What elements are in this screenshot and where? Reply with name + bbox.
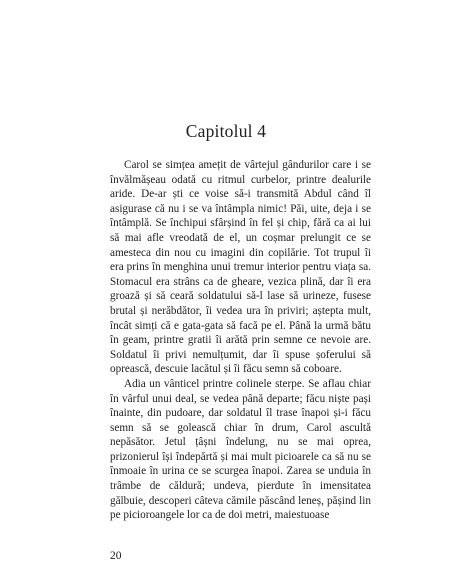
chapter-title: Capitolul 4 <box>185 121 267 141</box>
paragraph: Carol se simțea amețit de vârtejul gândurilor care i se învălmășeau odată cu ritmul curbelor, printre dealurile aride. De-ar ști ce voise să-i transmită Abdul când îl asigurase că nu i se va întâmpla nimic! Păi, uite, deja i se întâmplă. Se închipui sfârșind în fel și chip, fără ca ai lui să mai afle vreodată de el, un coșmar prelungit ce se amesteca din nou cu imagini din copilărie. Tot trupul îi era prins în menghina unui tremur interior pentru viața sa. Stomacul era strâns ca de gheare, vezica plină, dar îi era groază și să ceară soldatului să-l lase să urineze, fusese brutal și nerăbdător, îi vedea ura în priviri; aștepta mult, încât simți că e gata-gata să facă pe el. Până la urmă bătu în geam, printre gratii îi arătă prin semne ce nevoie are. Soldatul îi privi nemulțumit, dar îi spuse șoferului să oprească, descuie lacătul și îi făcu semn să coboare. <box>110 159 371 376</box>
chapter-body <box>110 158 371 523</box>
page-number: 20 <box>110 550 122 562</box>
paragraph: Adia un vânticel printre colinele sterpe. Se aflau chiar în vârful unui deal, se vedea până departe; făcu niște pași înainte, din pudoare, dar soldatul îl trase înapoi și-i făcu semn să se golească chiar în drum, Carol ascultă nepăsător. Jetul țâșni îndelung, nu se mai oprea, prizonierul își îndepărtă și mai mult picioarele ca să nu se înmoaie în urina ce se scurgea înapoi. Zarea se unduia în trâmbe de căldură; undeva, pierdute în imensitatea gălbuie, descoperi câteva cămile păscând leneș, pășind lin pe picioroangele lor ca de doi metri, maiestuoase <box>110 377 371 522</box>
